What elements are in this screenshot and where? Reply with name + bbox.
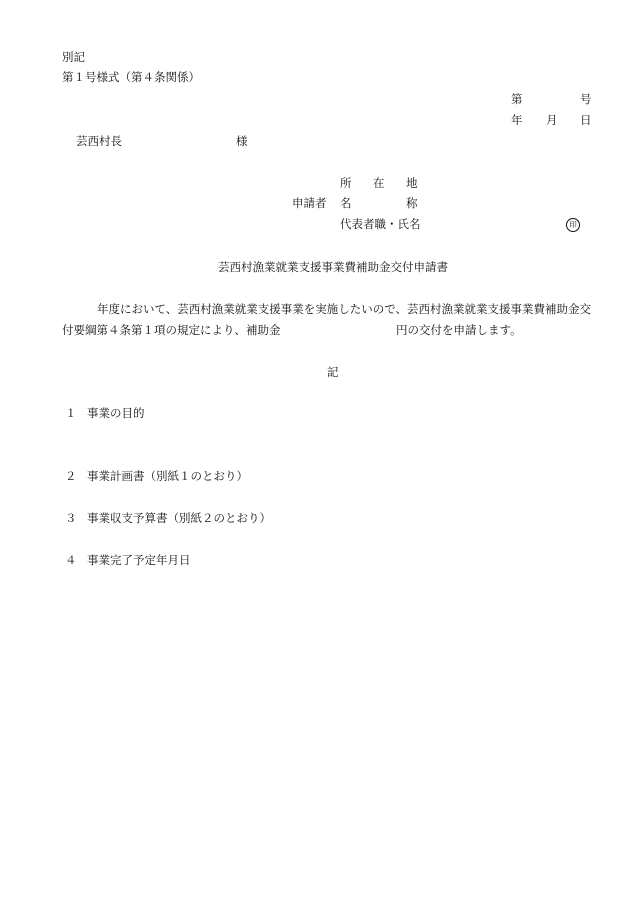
applicant-label: 申請者 [292, 196, 327, 210]
representative-label: 代表者職・氏名 [340, 217, 421, 231]
ki-heading: 記 [327, 365, 339, 379]
item-number: ４ [65, 553, 77, 567]
body-line-2-end: 円の交付を申請します。 [396, 323, 522, 337]
doc-number-suffix: 号 [580, 92, 592, 106]
addressee-honorific: 様 [236, 134, 248, 148]
address-label-char: 所 [340, 176, 352, 190]
addressee-name: 芸西村長 [76, 134, 122, 148]
document-title: 芸西村漁業就業支援事業費補助金交付申請書 [218, 260, 448, 274]
item-text: 事業計画書（別紙１のとおり） [87, 469, 248, 483]
item-text: 事業完了予定年月日 [87, 553, 191, 567]
name-label-char: 名 [340, 196, 352, 210]
item-text: 事業収支予算書（別紙２のとおり） [87, 511, 271, 525]
date-month: 月 [546, 113, 558, 127]
date-day: 日 [580, 113, 592, 127]
form-number: 第１号様式（第４条関係） [62, 70, 200, 84]
item-number: ２ [65, 469, 77, 483]
item-text: 事業の目的 [87, 406, 145, 420]
item-number: ３ [65, 511, 77, 525]
body-line-2-start: 付要綱第４条第１項の規定により、補助金 [62, 323, 281, 337]
address-label-char: 在 [373, 176, 385, 190]
date-year: 年 [511, 113, 523, 127]
name-label-char: 称 [406, 196, 418, 210]
item-number: １ [65, 406, 77, 420]
body-line-1: 年度において、芸西村漁業就業支援事業を実施したいので、芸西村漁業就業支援事業費補助金交 [97, 302, 592, 316]
doc-number-prefix: 第 [511, 92, 523, 106]
seal-mark: 印 [566, 218, 580, 232]
appendix-label: 別記 [62, 50, 85, 64]
address-label-char: 地 [406, 176, 418, 190]
